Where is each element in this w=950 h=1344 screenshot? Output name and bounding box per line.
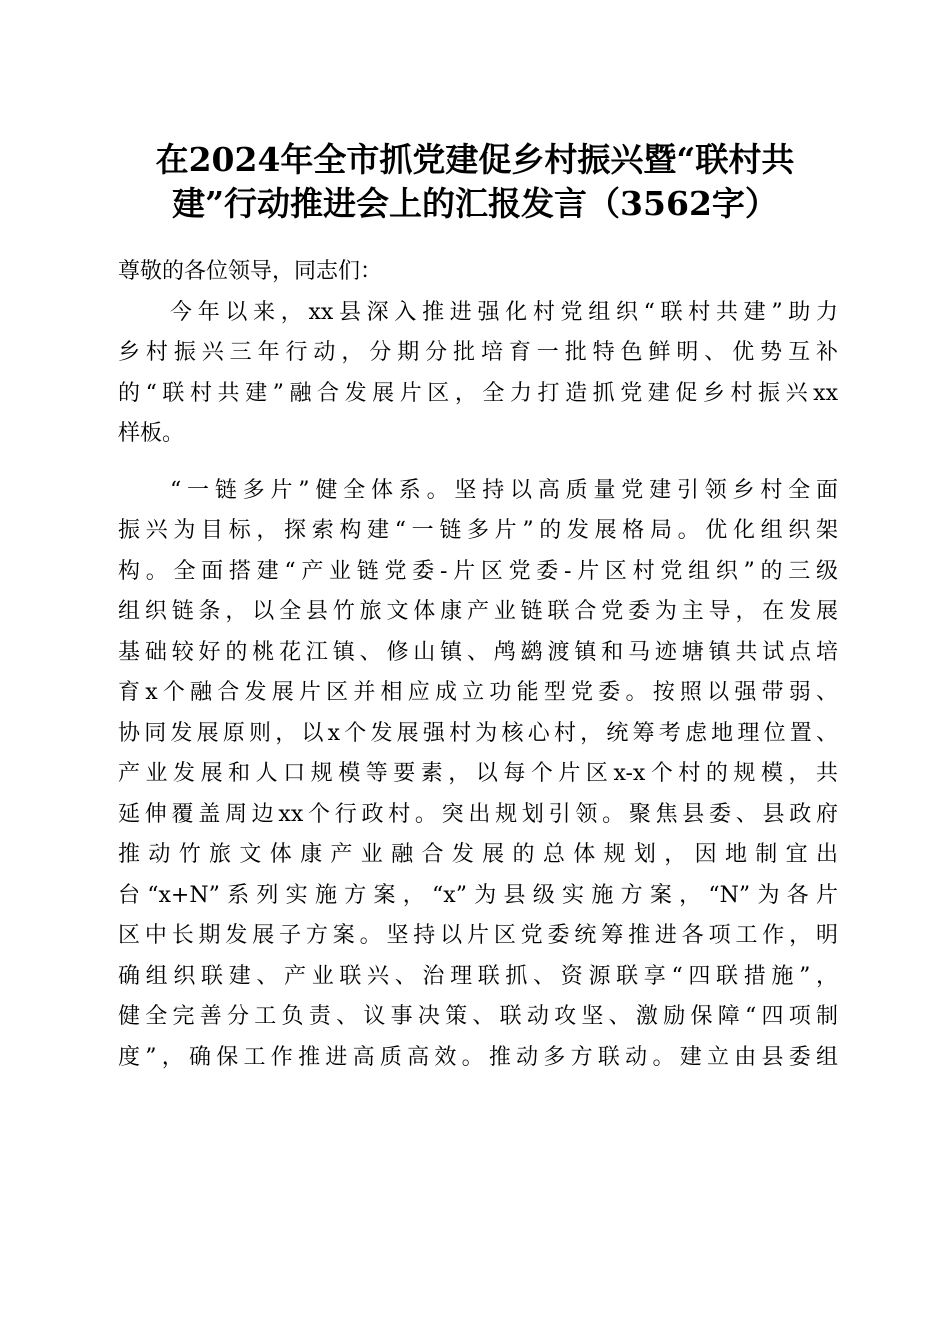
paragraph-line: 台“x+N”系列实施方案，“x”为县级实施方案，“N”为各片: [118, 882, 838, 908]
paragraph-line: 确组织联建、产业联兴、治理联抓、资源联享“四联措施”，: [118, 963, 838, 989]
paragraph-line: 振兴为目标，探索构建“一链多片”的发展格局。优化组织架: [118, 518, 838, 543]
paragraph-line: 延伸覆盖周边xx个行政村。突出规划引领。聚焦县委、县政府: [118, 801, 838, 827]
paragraph-line: 组织链条，以全县竹旅文体康产业链联合党委为主导，在发展: [118, 599, 838, 624]
paragraph-line: 今年以来，xx县深入推进强化村党组织“联村共建”助力: [170, 299, 838, 325]
paragraph-spacer: [118, 455, 838, 471]
paragraph-line: 产业发展和人口规模等要素，以每个片区x-x个村的规模，共: [118, 761, 838, 786]
paragraph-2: [118, 471, 838, 1079]
title-line-2: 建”行动推进会上的汇报发言（3562字）: [172, 184, 778, 223]
title-line-1: 在2024年全市抓党建促乡村振兴暨“联村共: [155, 140, 795, 179]
paragraph-line: 度”，确保工作推进高质高效。推动多方联动。建立由县委组: [118, 1044, 838, 1070]
paragraph-line: 协同发展原则，以x个发展强村为核心村，统筹考虑地理位置、: [118, 720, 838, 746]
paragraph-line: 育x个融合发展片区并相应成立功能型党委。按照以强带弱、: [118, 680, 838, 705]
paragraph-line: 的“联村共建”融合发展片区，全力打造抓党建促乡村振兴xx: [118, 380, 838, 406]
document-body: [118, 252, 838, 1078]
paragraph-line: 健全完善分工负责、议事决策、联动攻坚、激励保障“四项制: [118, 1004, 838, 1029]
salutation: 尊敬的各位领导，同志们：: [118, 259, 383, 284]
paragraph-1: [118, 293, 838, 455]
paragraph-line: 区中长期发展子方案。坚持以片区党委统筹推进各项工作，明: [118, 923, 838, 948]
document-title: [100, 138, 850, 226]
paragraph-line: “一链多片”健全体系。坚持以高质量党建引领乡村全面: [170, 477, 838, 503]
paragraph-line: 构。全面搭建“产业链党委-片区党委-片区村党组织”的三级: [118, 558, 838, 584]
paragraph-line: 推动竹旅文体康产业融合发展的总体规划，因地制宜出: [118, 842, 838, 867]
paragraph-line: 样板。: [118, 421, 185, 446]
paragraph-line: 基础较好的桃花江镇、修山镇、鸬鹚渡镇和马迹塘镇共试点培: [118, 639, 838, 665]
paragraph-line: 乡村振兴三年行动，分期分批培育一批特色鲜明、优势互补: [118, 340, 838, 365]
